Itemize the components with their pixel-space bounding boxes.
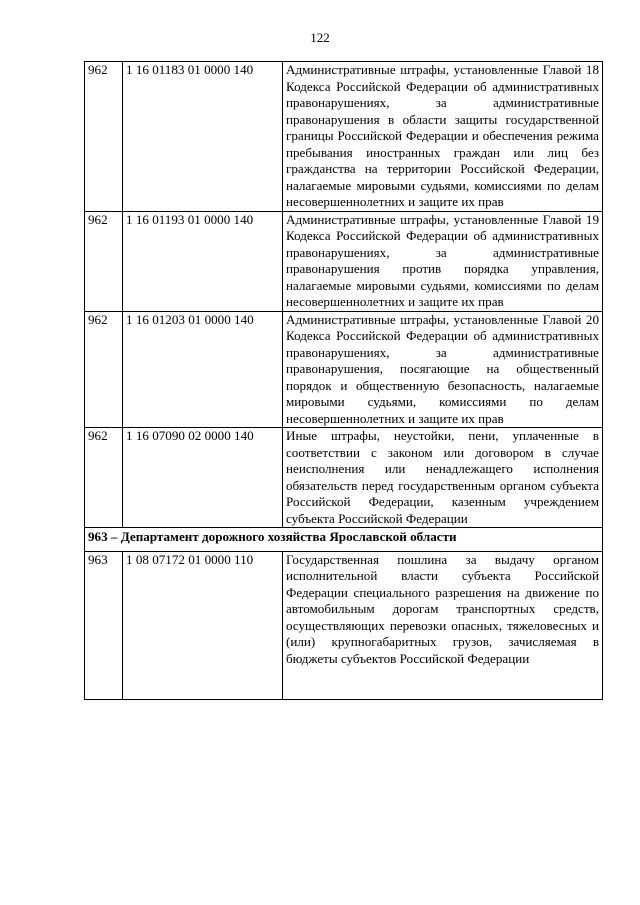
admin-code-cell: 962 [85,211,123,311]
budget-code-cell: 1 16 01203 01 0000 140 [123,311,283,428]
description-cell: Административные штрафы, установленные Главой 18 Кодекса Российской Федерации об административных правонарушениях, за административные правонарушения в области защиты государственной границы Российской Федерации и обеспечения режима пребывания иностранных граждан или лиц без гражданства на территории Российской Федерации, налагаемые мировыми судьями, комиссиями по делам несовершеннолетних и защите их прав [283,62,603,212]
table-row [85,428,603,528]
admin-code-cell: 963 [85,551,123,699]
admin-code-cell: 962 [85,62,123,212]
description-cell: Административные штрафы, установленные Главой 19 Кодекса Российской Федерации об административных правонарушениях, за административные правонарушения против порядка управления, налагаемые мировыми судьями, комиссиями по делам несовершеннолетних и защите их прав [283,211,603,311]
budget-code-cell: 1 16 01193 01 0000 140 [123,211,283,311]
budget-code-cell: 1 08 07172 01 0000 110 [123,551,283,699]
page-number: 122 [310,30,330,45]
budget-code-cell: 1 16 07090 02 0000 140 [123,428,283,528]
table-row [85,211,603,311]
description-cell: Иные штрафы, неустойки, пени, уплаченные в соответствии с законом или договором в случае неисполнения или ненадлежащего исполнения обязательств перед государственным органом субъекта Российской Федерации, казенным учреждением субъекта Российской Федерации [283,428,603,528]
table-row [85,311,603,428]
table-row [85,551,603,699]
budget-classification-table [84,61,603,700]
description-cell: Административные штрафы, установленные Главой 20 Кодекса Российской Федерации об административных правонарушениях, за административные правонарушения, посягающие на общественный порядок и общественную безопасность, налагаемые мировыми судьями, комиссиями по делам несовершеннолетних и защите их прав [283,311,603,428]
section-header-row [85,528,603,552]
budget-code-cell: 1 16 01183 01 0000 140 [123,62,283,212]
section-header: 963 – Департамент дорожного хозяйства Ярославской области [85,528,603,552]
admin-code-cell: 962 [85,428,123,528]
admin-code-cell: 962 [85,311,123,428]
description-cell: Государственная пошлина за выдачу органом исполнительной власти субъекта Российской Федерации специального разрешения на движение по автомобильным дорогам транспортных средств, осуществляющих перевозки опасных, тяжеловесных и (или) крупногабаритных грузов, зачисляемая в бюджеты субъектов Российской Федерации [283,551,603,699]
table-row [85,62,603,212]
